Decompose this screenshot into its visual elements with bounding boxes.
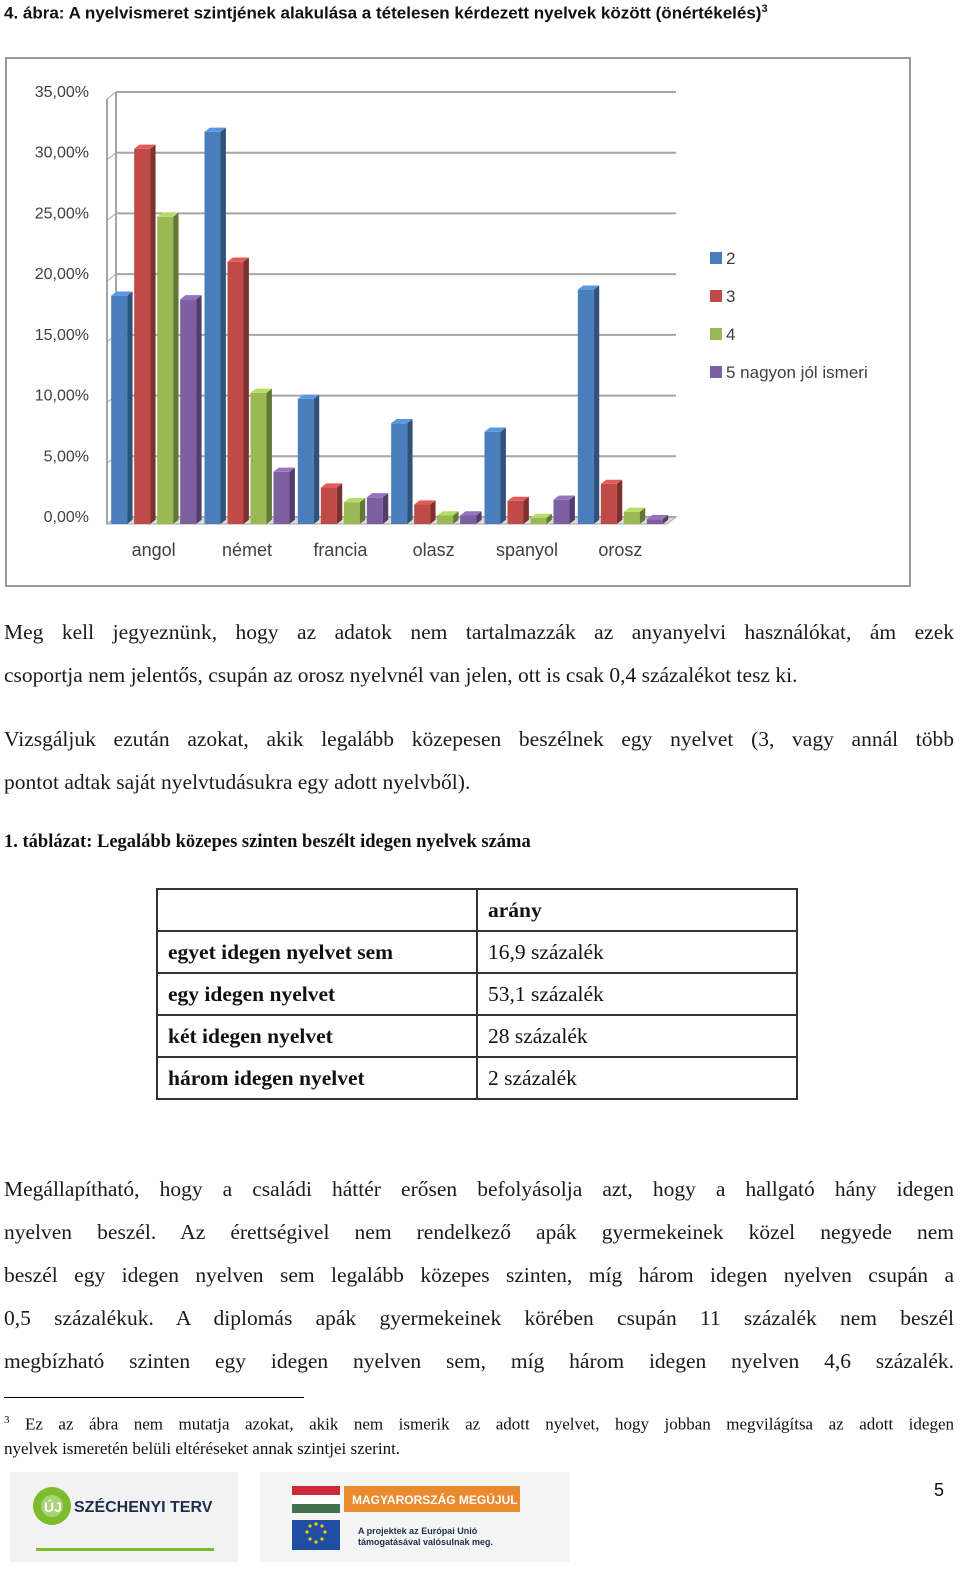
table-row-label: két idegen nyelvet	[157, 1015, 477, 1057]
bar-front	[274, 472, 290, 524]
bar-front	[228, 262, 244, 524]
legend-label: 2	[726, 249, 736, 268]
table-row-label: egyet idegen nyelvet sem	[157, 931, 477, 973]
legend-swatch	[710, 328, 722, 340]
bar-front	[624, 512, 640, 524]
bar-front	[111, 296, 127, 524]
bar	[367, 493, 388, 524]
paragraph-3-line-2: nyelven beszél. Az érettségivel nem rendelkező apák gyermekeinek közel negyede nem	[4, 1220, 954, 1244]
y-tick-label: 20,00%	[34, 266, 89, 284]
legend-swatch	[710, 366, 722, 378]
bar-side	[570, 496, 575, 524]
bar	[601, 480, 622, 524]
bar-front	[251, 393, 267, 524]
bar-side	[173, 213, 178, 524]
bar	[205, 128, 226, 524]
paragraph-2-line-2: pontot adtak saját nyelvtudásukra egy adott nyelvből).	[4, 770, 471, 794]
bar-side	[150, 145, 155, 524]
bar-front	[508, 501, 524, 524]
bar-front	[554, 500, 570, 524]
bar	[228, 258, 249, 524]
bar-side	[407, 419, 412, 524]
y-tick-label: 30,00%	[34, 144, 89, 162]
table-header-empty	[157, 889, 477, 931]
paragraph-1-line-1: Meg kell jegyeznünk, hogy az adatok nem tartalmazzák az anyanyelvi használókat, ám ezek	[4, 620, 954, 644]
bar	[321, 483, 342, 524]
bar-front	[437, 516, 453, 525]
bar-front	[344, 502, 360, 524]
gridline-diagonal	[107, 92, 116, 99]
bar-side	[196, 295, 201, 524]
y-tick-label: 0,00%	[43, 509, 89, 526]
paragraph-1-line-2: csoportja nem jelentős, csupán az orosz nyelvnél van jelen, ott is csak 0,4 százalékot tesz ki.	[4, 663, 798, 687]
bar-side	[127, 292, 132, 524]
table-row-label: három idegen nyelvet	[157, 1057, 477, 1099]
legend-swatch	[710, 252, 722, 264]
bar	[437, 511, 458, 524]
legend-swatch	[710, 290, 722, 302]
bar-side	[267, 389, 272, 524]
bar-side	[524, 497, 529, 524]
bar	[251, 389, 272, 524]
bar-side	[221, 128, 226, 524]
bar-chart	[7, 59, 913, 589]
bar-front	[391, 423, 407, 524]
bar-side	[360, 498, 365, 524]
y-tick-label: 5,00%	[43, 448, 89, 466]
x-tick-label: orosz	[598, 540, 643, 560]
table-row-value: 53,1 százalék	[477, 973, 797, 1015]
table-row-label: egy idegen nyelvet	[157, 973, 477, 1015]
bar-front	[134, 149, 150, 524]
szechenyi-terv-logo-graphic	[10, 1472, 238, 1562]
bar	[460, 511, 481, 524]
legend-label: 4	[726, 325, 736, 344]
bar	[391, 419, 412, 524]
magyarorszag-megujul-logo	[260, 1472, 570, 1562]
table-row	[157, 1057, 797, 1099]
x-tick-label: német	[221, 540, 273, 560]
footnote-line-1: Ez az ábra nem mutatja azokat, akik nem ismerik az adott nyelvet, hogy jobban megvilágítsa az adott idegen	[25, 1414, 954, 1434]
bar-front	[205, 132, 221, 524]
x-tick-label: spanyol	[495, 540, 559, 560]
bar-side	[290, 468, 295, 524]
bar	[111, 292, 132, 524]
paragraph-3-line-4: 0,5 százalékuk. A diplomás apák gyermekeinek körében csupán 11 százalék nem beszél	[4, 1306, 954, 1330]
y-tick-label: 15,00%	[34, 326, 89, 344]
bar-front	[531, 518, 547, 524]
szechenyi-terv-logo	[10, 1472, 238, 1562]
paragraph-2-line-1: Vizsgáljuk ezután azokat, akik legalább közepesen beszélnek egy nyelvet (3, vagy annál több	[4, 727, 954, 751]
table-row-value: 16,9 százalék	[477, 931, 797, 973]
bar-side	[337, 483, 342, 524]
bar-side	[314, 395, 319, 524]
svg-text:A projektek az Európai Unió: A projektek az Európai Unió	[358, 1526, 478, 1536]
bar	[414, 500, 435, 524]
bar-side	[617, 480, 622, 524]
svg-text:MAGYARORSZÁG MEGÚJUL: MAGYARORSZÁG MEGÚJUL	[352, 1493, 518, 1507]
table-row	[157, 931, 797, 973]
chart-frame	[5, 57, 911, 587]
x-tick-label: angol	[131, 540, 176, 560]
bar-front	[460, 516, 476, 525]
bar	[508, 497, 529, 524]
legend-label: 5 nagyon jól ismeri	[726, 363, 868, 382]
bar-front	[414, 505, 430, 524]
bar	[134, 145, 155, 524]
bar	[624, 508, 645, 524]
x-tick-label: francia	[313, 540, 368, 560]
table-row	[157, 973, 797, 1015]
bar	[554, 496, 575, 524]
bar-side	[594, 285, 599, 524]
language-count-table	[156, 888, 798, 1100]
y-tick-label: 10,00%	[34, 387, 89, 405]
footnote-mark: 3	[4, 1414, 10, 1426]
bar-front	[578, 290, 594, 524]
bar	[298, 395, 319, 524]
table-row-value: 2 százalék	[477, 1057, 797, 1099]
gridline-diagonal	[107, 153, 116, 160]
footnote-separator	[4, 1397, 304, 1398]
paragraph-3-line-1: Megállapítható, hogy a családi háttér erősen befolyásolja azt, hogy a hallgató hány idegen	[4, 1177, 954, 1201]
paragraph-3-line-5: megbízható szinten egy idegen nyelven sem, míg három idegen nyelven 4,6 százalék.	[4, 1349, 954, 1373]
paragraph-3-line-3: beszél egy idegen nyelven sem legalább közepes szinten, míg három idegen nyelven csupán a	[4, 1263, 954, 1287]
table-header-row	[157, 889, 797, 931]
svg-text:támogatásával valósulnak meg.: támogatásával valósulnak meg.	[358, 1537, 494, 1547]
bar	[157, 213, 178, 524]
bar	[578, 285, 599, 524]
y-tick-label: 25,00%	[34, 205, 89, 223]
legend-label: 3	[726, 287, 736, 306]
page-number: 5	[934, 1480, 945, 1500]
bar	[485, 428, 506, 524]
x-tick-label: olasz	[412, 540, 455, 560]
bar-front	[298, 399, 314, 524]
bar	[180, 295, 201, 524]
footnote	[4, 1408, 954, 1461]
bar-front	[157, 217, 173, 524]
bar-front	[367, 497, 383, 524]
bar-front	[321, 488, 337, 524]
table-header-ratio: arány	[477, 889, 797, 931]
bar-side	[501, 428, 506, 524]
bar-front	[601, 484, 617, 524]
bar-side	[383, 493, 388, 524]
gridline-diagonal	[107, 213, 116, 220]
table-row-value: 28 százalék	[477, 1015, 797, 1057]
bar-front	[647, 519, 663, 524]
table-row	[157, 1015, 797, 1057]
gridline-diagonal	[107, 274, 116, 281]
figure-title: 4. ábra: A nyelvismeret szintjének alakulása a tételesen kérdezett nyelvek között (önértékelés)$^3$	[4, 3, 768, 23]
bar	[274, 468, 295, 524]
eu-support-logo-graphic	[260, 1472, 570, 1562]
table-caption: 1. táblázat: Legalább közepes szinten beszélt idegen nyelvek száma	[4, 832, 531, 852]
svg-text:SZÉCHENYI TERV: SZÉCHENYI TERV	[74, 1499, 213, 1516]
footnote-line-2: nyelvek ismeretén belüli eltéréseket annak szintjei szerint.	[4, 1438, 401, 1458]
y-tick-label: 35,00%	[34, 84, 89, 101]
svg-text:ÚJ: ÚJ	[44, 1499, 62, 1515]
bar	[344, 498, 365, 524]
bar-front	[180, 299, 196, 524]
bar-front	[485, 432, 501, 524]
bar-side	[244, 258, 249, 524]
